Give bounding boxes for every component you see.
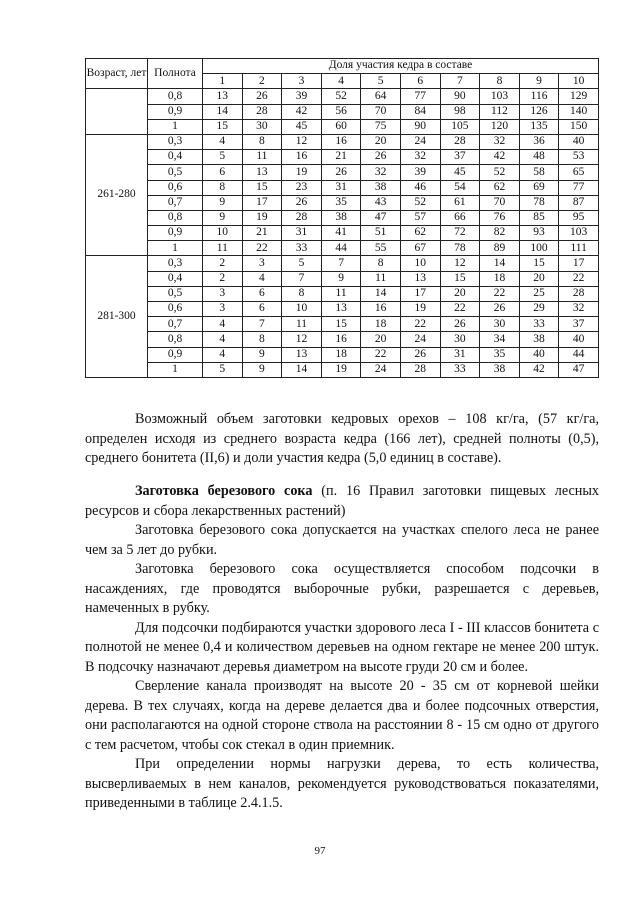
table-row (86, 286, 599, 301)
density-cell: 0,4 (148, 271, 203, 286)
nut-yield-paragraph (85, 410, 599, 469)
value-cell: 30 (440, 332, 480, 347)
value-cell: 52 (400, 195, 440, 210)
value-cell: 87 (559, 195, 599, 210)
section-title: Заготовка березового сока (135, 483, 313, 499)
value-cell: 82 (480, 226, 520, 241)
value-cell: 48 (519, 150, 559, 165)
value-cell: 13 (321, 302, 361, 317)
value-cell: 31 (282, 226, 322, 241)
value-cell: 95 (559, 210, 599, 225)
table-row (86, 134, 599, 149)
value-cell: 24 (361, 362, 401, 377)
value-cell: 43 (361, 195, 401, 210)
table-body (86, 89, 599, 378)
value-cell: 20 (361, 332, 401, 347)
value-cell: 40 (559, 134, 599, 149)
table-row (86, 165, 599, 180)
section-paragraph: Заготовка березового сока допускается на участках спелого леса не ранее чем за 5 лет до рубки. (85, 522, 599, 558)
value-cell: 13 (203, 89, 243, 104)
value-cell: 9 (321, 271, 361, 286)
value-cell: 26 (480, 302, 520, 317)
value-cell: 18 (321, 347, 361, 362)
value-cell: 22 (559, 271, 599, 286)
header-share-8: 8 (480, 74, 520, 89)
value-cell: 36 (519, 134, 559, 149)
value-cell: 52 (480, 165, 520, 180)
value-cell: 6 (242, 286, 282, 301)
value-cell: 22 (242, 241, 282, 256)
value-cell: 15 (203, 119, 243, 134)
value-cell: 20 (361, 134, 401, 149)
value-cell: 55 (361, 241, 401, 256)
table-row (86, 104, 599, 119)
value-cell: 51 (361, 226, 401, 241)
value-cell: 17 (242, 195, 282, 210)
value-cell: 19 (282, 165, 322, 180)
density-cell: 1 (148, 241, 203, 256)
section-paragraph: Сверление канала производят на высоте 20 - 35 см от корневой шейки дерева. В тех случаях, когда на дереве делается два и более подсочных отверстия, они располагаются на одной стороне ствола на расстоянии 8 - 15 см одно от другого с тем расчетом, чтобы сок стекал в один приемник. (85, 678, 599, 753)
value-cell: 40 (559, 332, 599, 347)
value-cell: 28 (400, 362, 440, 377)
table-row (86, 226, 599, 241)
value-cell: 9 (242, 347, 282, 362)
header-share-5: 5 (361, 74, 401, 89)
value-cell: 39 (400, 165, 440, 180)
value-cell: 20 (519, 271, 559, 286)
value-cell: 16 (361, 302, 401, 317)
density-cell: 1 (148, 362, 203, 377)
table-row (86, 210, 599, 225)
age-group-cell (86, 89, 148, 135)
header-share-9: 9 (519, 74, 559, 89)
value-cell: 22 (361, 347, 401, 362)
density-cell: 0,5 (148, 165, 203, 180)
value-cell: 17 (559, 256, 599, 271)
density-cell: 0,3 (148, 256, 203, 271)
value-cell: 29 (519, 302, 559, 317)
section-paragraph: Заготовка березового сока осуществляется способом подсочки в насаждениях, где проводятся выборочные рубки, разрешается с деревьев, намеченных в рубку. (85, 561, 599, 616)
table-row (86, 195, 599, 210)
value-cell: 21 (321, 150, 361, 165)
value-cell: 75 (361, 119, 401, 134)
value-cell: 54 (440, 180, 480, 195)
value-cell: 32 (559, 302, 599, 317)
value-cell: 10 (400, 256, 440, 271)
value-cell: 41 (321, 226, 361, 241)
value-cell: 6 (242, 302, 282, 317)
value-cell: 45 (440, 165, 480, 180)
density-cell: 0,9 (148, 226, 203, 241)
value-cell: 120 (480, 119, 520, 134)
value-cell: 26 (282, 195, 322, 210)
value-cell: 7 (282, 271, 322, 286)
value-cell: 24 (400, 332, 440, 347)
value-cell: 90 (400, 119, 440, 134)
age-group-cell: 281-300 (86, 256, 148, 378)
value-cell: 3 (242, 256, 282, 271)
table-row (86, 362, 599, 377)
value-cell: 150 (559, 119, 599, 134)
value-cell: 28 (559, 286, 599, 301)
value-cell: 30 (242, 119, 282, 134)
cedar-yield-table (85, 58, 599, 378)
density-cell: 0,8 (148, 332, 203, 347)
value-cell: 42 (519, 362, 559, 377)
value-cell: 16 (321, 332, 361, 347)
value-cell: 52 (321, 89, 361, 104)
value-cell: 90 (440, 89, 480, 104)
header-share-10: 10 (559, 74, 599, 89)
value-cell: 17 (400, 286, 440, 301)
value-cell: 47 (361, 210, 401, 225)
value-cell: 103 (559, 226, 599, 241)
value-cell: 12 (282, 134, 322, 149)
value-cell: 37 (559, 317, 599, 332)
header-share-3: 3 (282, 74, 322, 89)
value-cell: 77 (559, 180, 599, 195)
value-cell: 38 (361, 180, 401, 195)
value-cell: 35 (480, 347, 520, 362)
value-cell: 19 (321, 362, 361, 377)
section-paragraph: Для подсочки подбираются участки здорового леса I - III классов бонитета с полнотой не менее 0,4 и количеством деревьев на одном гектаре не менее 200 штук. В подсочку назначают деревья диаметром на высоте груди 20 см и более. (85, 619, 599, 675)
value-cell: 57 (400, 210, 440, 225)
value-cell: 65 (559, 165, 599, 180)
value-cell: 13 (282, 347, 322, 362)
value-cell: 4 (203, 317, 243, 332)
table-row (86, 241, 599, 256)
table-row (86, 150, 599, 165)
value-cell: 93 (519, 226, 559, 241)
value-cell: 60 (321, 119, 361, 134)
value-cell: 12 (282, 332, 322, 347)
value-cell: 26 (361, 150, 401, 165)
birch-sap-section (85, 482, 599, 814)
value-cell: 33 (282, 241, 322, 256)
value-cell: 58 (519, 165, 559, 180)
value-cell: 46 (400, 180, 440, 195)
value-cell: 13 (400, 271, 440, 286)
value-cell: 22 (440, 302, 480, 317)
value-cell: 61 (440, 195, 480, 210)
density-cell: 0,3 (148, 134, 203, 149)
table-row (86, 180, 599, 195)
value-cell: 28 (440, 134, 480, 149)
value-cell: 26 (242, 89, 282, 104)
value-cell: 62 (400, 226, 440, 241)
value-cell: 62 (480, 180, 520, 195)
value-cell: 32 (400, 150, 440, 165)
table-header (86, 59, 599, 89)
header-share: Доля участия кедра в составе (203, 59, 599, 74)
table-row (86, 271, 599, 286)
value-cell: 19 (400, 302, 440, 317)
value-cell: 9 (203, 210, 243, 225)
value-cell: 32 (361, 165, 401, 180)
value-cell: 78 (519, 195, 559, 210)
value-cell: 19 (242, 210, 282, 225)
header-age: Возраст, лет (86, 59, 148, 89)
value-cell: 40 (519, 347, 559, 362)
value-cell: 26 (321, 165, 361, 180)
value-cell: 44 (321, 241, 361, 256)
section-paragraph: При определении нормы нагрузки дерева, то есть количества, высверливаемых в нем каналов, рекомендуется руководствоваться показателями, приведенными в таблице 2.4.1.5. (85, 756, 599, 811)
value-cell: 4 (203, 347, 243, 362)
value-cell: 20 (440, 286, 480, 301)
value-cell: 47 (559, 362, 599, 377)
value-cell: 8 (203, 180, 243, 195)
value-cell: 14 (203, 104, 243, 119)
value-cell: 7 (321, 256, 361, 271)
value-cell: 28 (282, 210, 322, 225)
value-cell: 8 (242, 134, 282, 149)
value-cell: 11 (361, 271, 401, 286)
value-cell: 26 (440, 317, 480, 332)
value-cell: 26 (400, 347, 440, 362)
value-cell: 135 (519, 119, 559, 134)
value-cell: 4 (203, 134, 243, 149)
value-cell: 84 (400, 104, 440, 119)
value-cell: 42 (480, 150, 520, 165)
value-cell: 8 (361, 256, 401, 271)
header-share-7: 7 (440, 74, 480, 89)
header-share-2: 2 (242, 74, 282, 89)
paragraph-text: Возможный объем заготовки кедровых орехов – 108 кг/га, (57 кг/га, определен исходя из среднего возраста кедра (166 лет), средней полноты (0,5), среднего бонитета (II,6) и доли участия кедра (5,0 единиц в составе). (85, 411, 599, 466)
value-cell: 33 (519, 317, 559, 332)
value-cell: 70 (480, 195, 520, 210)
value-cell: 98 (440, 104, 480, 119)
value-cell: 103 (480, 89, 520, 104)
table-row (86, 89, 599, 104)
value-cell: 76 (480, 210, 520, 225)
value-cell: 42 (282, 104, 322, 119)
table-row (86, 347, 599, 362)
density-cell: 1 (148, 119, 203, 134)
value-cell: 33 (440, 362, 480, 377)
value-cell: 38 (519, 332, 559, 347)
value-cell: 56 (321, 104, 361, 119)
value-cell: 8 (242, 332, 282, 347)
value-cell: 10 (203, 226, 243, 241)
value-cell: 5 (203, 150, 243, 165)
value-cell: 67 (400, 241, 440, 256)
value-cell: 89 (480, 241, 520, 256)
value-cell: 126 (519, 104, 559, 119)
value-cell: 77 (400, 89, 440, 104)
value-cell: 78 (440, 241, 480, 256)
section-title-rest: (п. 16 Правил заготовки пищевых лесных ресурсов и сбора лекарственных растений) (85, 483, 599, 519)
value-cell: 11 (282, 317, 322, 332)
value-cell: 7 (242, 317, 282, 332)
value-cell: 23 (282, 180, 322, 195)
header-share-1: 1 (203, 74, 243, 89)
value-cell: 9 (203, 195, 243, 210)
value-cell: 6 (203, 165, 243, 180)
density-cell: 0,4 (148, 150, 203, 165)
value-cell: 14 (480, 256, 520, 271)
value-cell: 66 (440, 210, 480, 225)
value-cell: 32 (480, 134, 520, 149)
page-number: 97 (314, 845, 326, 857)
density-cell: 0,7 (148, 195, 203, 210)
value-cell: 105 (440, 119, 480, 134)
value-cell: 11 (203, 241, 243, 256)
value-cell: 2 (203, 271, 243, 286)
value-cell: 30 (480, 317, 520, 332)
value-cell: 85 (519, 210, 559, 225)
age-group-cell: 261-280 (86, 134, 148, 256)
density-cell: 0,8 (148, 89, 203, 104)
density-cell: 0,6 (148, 180, 203, 195)
value-cell: 16 (282, 150, 322, 165)
value-cell: 100 (519, 241, 559, 256)
header-share-4: 4 (321, 74, 361, 89)
value-cell: 45 (282, 119, 322, 134)
value-cell: 129 (559, 89, 599, 104)
value-cell: 24 (400, 134, 440, 149)
value-cell: 21 (242, 226, 282, 241)
density-cell: 0,6 (148, 302, 203, 317)
value-cell: 4 (203, 332, 243, 347)
table-row (86, 119, 599, 134)
value-cell: 9 (242, 362, 282, 377)
value-cell: 112 (480, 104, 520, 119)
value-cell: 3 (203, 302, 243, 317)
value-cell: 28 (242, 104, 282, 119)
value-cell: 16 (321, 134, 361, 149)
value-cell: 5 (282, 256, 322, 271)
table-row (86, 317, 599, 332)
value-cell: 14 (282, 362, 322, 377)
value-cell: 22 (400, 317, 440, 332)
density-cell: 0,7 (148, 317, 203, 332)
header-density: Полнота (148, 59, 203, 89)
value-cell: 116 (519, 89, 559, 104)
value-cell: 69 (519, 180, 559, 195)
value-cell: 22 (480, 286, 520, 301)
value-cell: 8 (282, 286, 322, 301)
table-row (86, 332, 599, 347)
value-cell: 11 (321, 286, 361, 301)
value-cell: 15 (519, 256, 559, 271)
density-cell: 0,5 (148, 286, 203, 301)
value-cell: 140 (559, 104, 599, 119)
value-cell: 15 (242, 180, 282, 195)
value-cell: 5 (203, 362, 243, 377)
value-cell: 15 (440, 271, 480, 286)
value-cell: 39 (282, 89, 322, 104)
value-cell: 72 (440, 226, 480, 241)
value-cell: 10 (282, 302, 322, 317)
density-cell: 0,9 (148, 347, 203, 362)
header-share-6: 6 (400, 74, 440, 89)
density-cell: 0,9 (148, 104, 203, 119)
table-row (86, 256, 599, 271)
value-cell: 4 (242, 271, 282, 286)
value-cell: 3 (203, 286, 243, 301)
value-cell: 25 (519, 286, 559, 301)
value-cell: 13 (242, 165, 282, 180)
value-cell: 53 (559, 150, 599, 165)
value-cell: 15 (321, 317, 361, 332)
value-cell: 37 (440, 150, 480, 165)
section-heading (85, 482, 599, 521)
value-cell: 111 (559, 241, 599, 256)
value-cell: 38 (480, 362, 520, 377)
value-cell: 31 (440, 347, 480, 362)
value-cell: 11 (242, 150, 282, 165)
value-cell: 12 (440, 256, 480, 271)
value-cell: 64 (361, 89, 401, 104)
table-row (86, 302, 599, 317)
value-cell: 70 (361, 104, 401, 119)
value-cell: 18 (480, 271, 520, 286)
value-cell: 35 (321, 195, 361, 210)
value-cell: 44 (559, 347, 599, 362)
value-cell: 31 (321, 180, 361, 195)
value-cell: 34 (480, 332, 520, 347)
value-cell: 38 (321, 210, 361, 225)
value-cell: 2 (203, 256, 243, 271)
value-cell: 14 (361, 286, 401, 301)
density-cell: 0,8 (148, 210, 203, 225)
value-cell: 18 (361, 317, 401, 332)
